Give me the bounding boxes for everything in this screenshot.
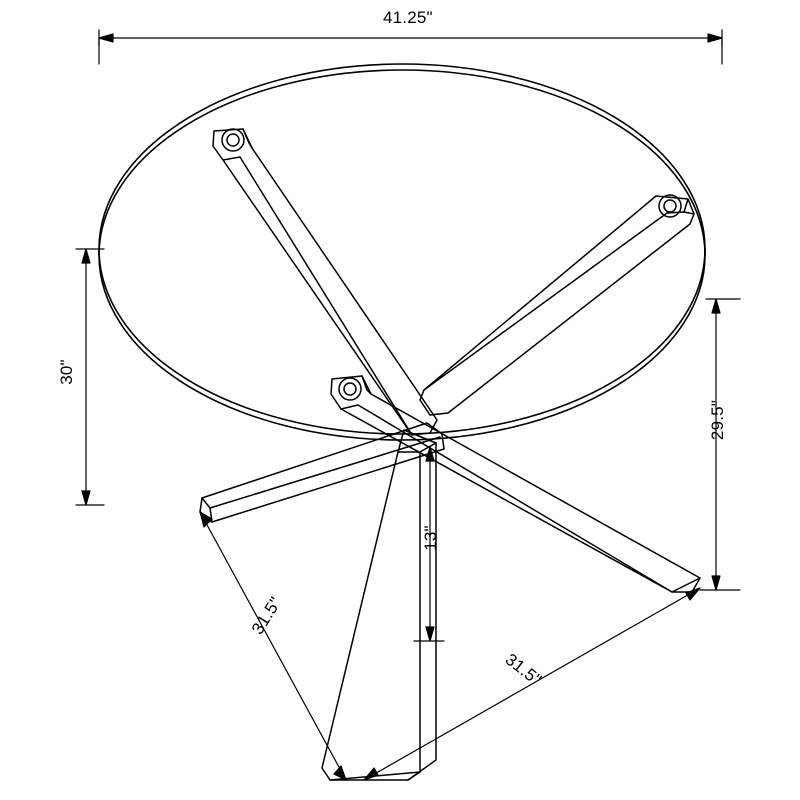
dim-label-top-width: 41.25" [383, 8, 433, 27]
dim-label-base-height: 29.5" [708, 399, 727, 441]
dim-overall-height [76, 249, 104, 505]
dim-label-base-clearance: 13" [421, 525, 440, 551]
dim-label-leg-span-right: 31.5" [501, 649, 545, 690]
dim-label-leg-span-left: 31.5" [247, 593, 286, 638]
dim-top-width [99, 30, 722, 64]
dim-label-overall-height: 30" [57, 359, 76, 385]
table-base-legs [200, 129, 700, 780]
dim-leg-span-left [200, 512, 346, 780]
